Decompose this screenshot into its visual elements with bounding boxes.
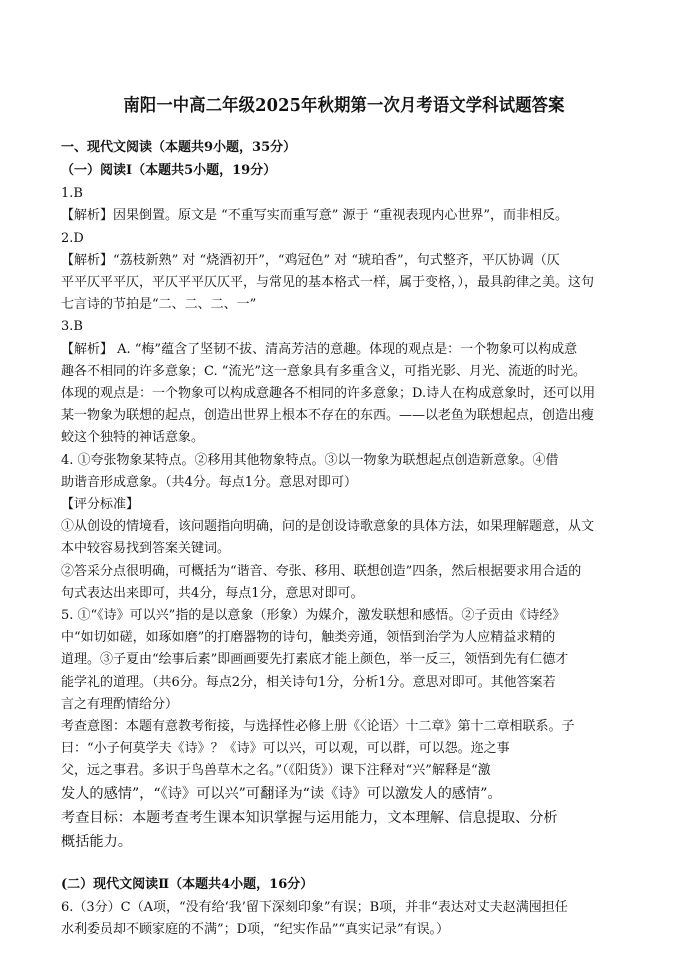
answer-6-line-2: 水利委员却不顾家庭的不满”；D项，“纪实作品”“真实记录”有误。） bbox=[61, 922, 450, 937]
analysis-2-line-1: 【解析】“荔枝新熟” 对 “烧酒初开”，“鸡冠色” 对 “琥珀香”，句式整齐，平仄协调（仄 bbox=[61, 253, 560, 268]
analysis-3-line-3: 体现的观点是：一个物象可以构成意趣各不相同的许多意象；D.诗人在构成意象时，还可以用 bbox=[61, 386, 596, 401]
scoring-criteria-2-line-2: 句式表达出来即可，共4分，每点1分，意思对即可。 bbox=[61, 586, 364, 601]
answer-4-line-2: 助谐音形成意象。（共4分。每点1分。意思对即可） bbox=[61, 475, 358, 490]
exam-target-line-2: 概括能力。 bbox=[61, 834, 132, 850]
answer-5-line-2: 中“如切如磋，如琢如磨”的打磨器物的诗句，触类旁通，领悟到治学为人应精益求精的 bbox=[61, 630, 556, 645]
exam-intent-line-4: 发人的感情”，“《诗》可以兴”可翻译为“读《诗》可以激发人的感情”。 bbox=[61, 786, 502, 802]
subsection-heading-reading-2: (二）现代文阅读Ⅱ（本题共4小题，16分） bbox=[61, 877, 314, 892]
analysis-2-line-2: 平平仄平平仄，平仄平平仄仄平，与常见的基本格式一样，属于变格，），最具韵律之美。这句 bbox=[61, 275, 595, 290]
section-heading-modern-reading: 一、现代文阅读（本题共9小题，35分） bbox=[61, 140, 297, 155]
subsection-heading-reading-1: （一）阅读Ⅰ（本题共5小题，19分） bbox=[61, 163, 277, 178]
analysis-3-line-1: 【解析】 A. “梅”蕴含了坚韧不拔、清高芳洁的意趣。体现的观点是：一个物象可以构成意 bbox=[61, 342, 578, 357]
answer-5-line-1: 5. ①“《诗》可以兴”指的是以意象（形象）为媒介，激发联想和感悟。②子贡由《诗经》 bbox=[61, 608, 566, 623]
answer-2: 2.D bbox=[61, 231, 84, 246]
scoring-criteria-1-line-1: ①从创设的情境看，该问题指向明确，问的是创设诗歌意象的具体方法，如果理解题意，从文 bbox=[61, 519, 595, 534]
answer-5-line-4: 能学礼的道理。（共6分。每点2分，相关诗句1分，分析1分。意思对即可。其他答案若 bbox=[61, 675, 556, 690]
analysis-3-line-2: 趣各不相同的许多意象；C. “流光”这一意象具有多重含义，可指光影、月光、流逝的时光。 bbox=[61, 364, 587, 379]
exam-intent-line-3: 父，远之事君。多识于鸟兽草木之名。”（《阳货》）课下注释对“兴”解释是“激 bbox=[61, 763, 491, 778]
exam-target-line-1: 考查目标：本题考查考生课本知识掌握与运用能力，文本理解、信息提取、分析 bbox=[61, 810, 558, 826]
analysis-1: 【解析】因果倒置。原文是 “不重写实而重写意” 源于 “重视表现内心世界”，而非相反。 bbox=[61, 208, 568, 223]
answer-3: 3.B bbox=[61, 319, 83, 334]
scoring-criteria-2-line-1: ②答采分点很明确，可概括为“谐音、夸张、移用、联想创造”四条，然后根据要求用合适的 bbox=[61, 564, 582, 579]
answer-5-line-3: 道理。③子夏由“绘事后素”即画画要先打素底才能上颜色，举一反三，领悟到先有仁德才 bbox=[61, 652, 569, 667]
analysis-3-line-5: 蛟这个独特的神话意象。 bbox=[61, 430, 205, 445]
scoring-criteria-heading: 【评分标准】 bbox=[61, 497, 140, 512]
page-title: 南阳一中高二年级2025年秋期第一次月考语文学科试题答案 bbox=[123, 96, 565, 116]
answer-5-line-5: 言之有理酌情给分） bbox=[61, 697, 179, 712]
analysis-2-line-3: 七言诗的节拍是“二、二、二、一” bbox=[61, 297, 257, 312]
answer-6-line-1: 6.（3分）C（A项，“没有给‘我’留下深刻印象”有误；B项，并非“表达对丈夫赵满囤担任 bbox=[61, 900, 568, 915]
exam-intent-line-2: 曰：“小子何莫学夫《诗》？《诗》可以兴，可以观，可以群，可以怨。迩之事 bbox=[61, 741, 510, 756]
answer-1: 1.B bbox=[61, 186, 83, 201]
answer-4-line-1: 4. ①夸张物象某特点。②移用其他物象特点。③以一物象为联想起点创造新意象。④借 bbox=[61, 453, 559, 468]
analysis-3-line-4: 某一物象为联想的起点，创造出世界上根本不存在的东西。——以老鱼为联想起点，创造出瘦 bbox=[61, 408, 595, 423]
scoring-criteria-1-line-2: 本中较容易找到答案关键词。 bbox=[61, 541, 231, 556]
exam-intent-line-1: 考查意图：本题有意教考衔接，与选择性必修上册《〈论语〉十二章》第十二章相联系。子 bbox=[61, 719, 575, 734]
